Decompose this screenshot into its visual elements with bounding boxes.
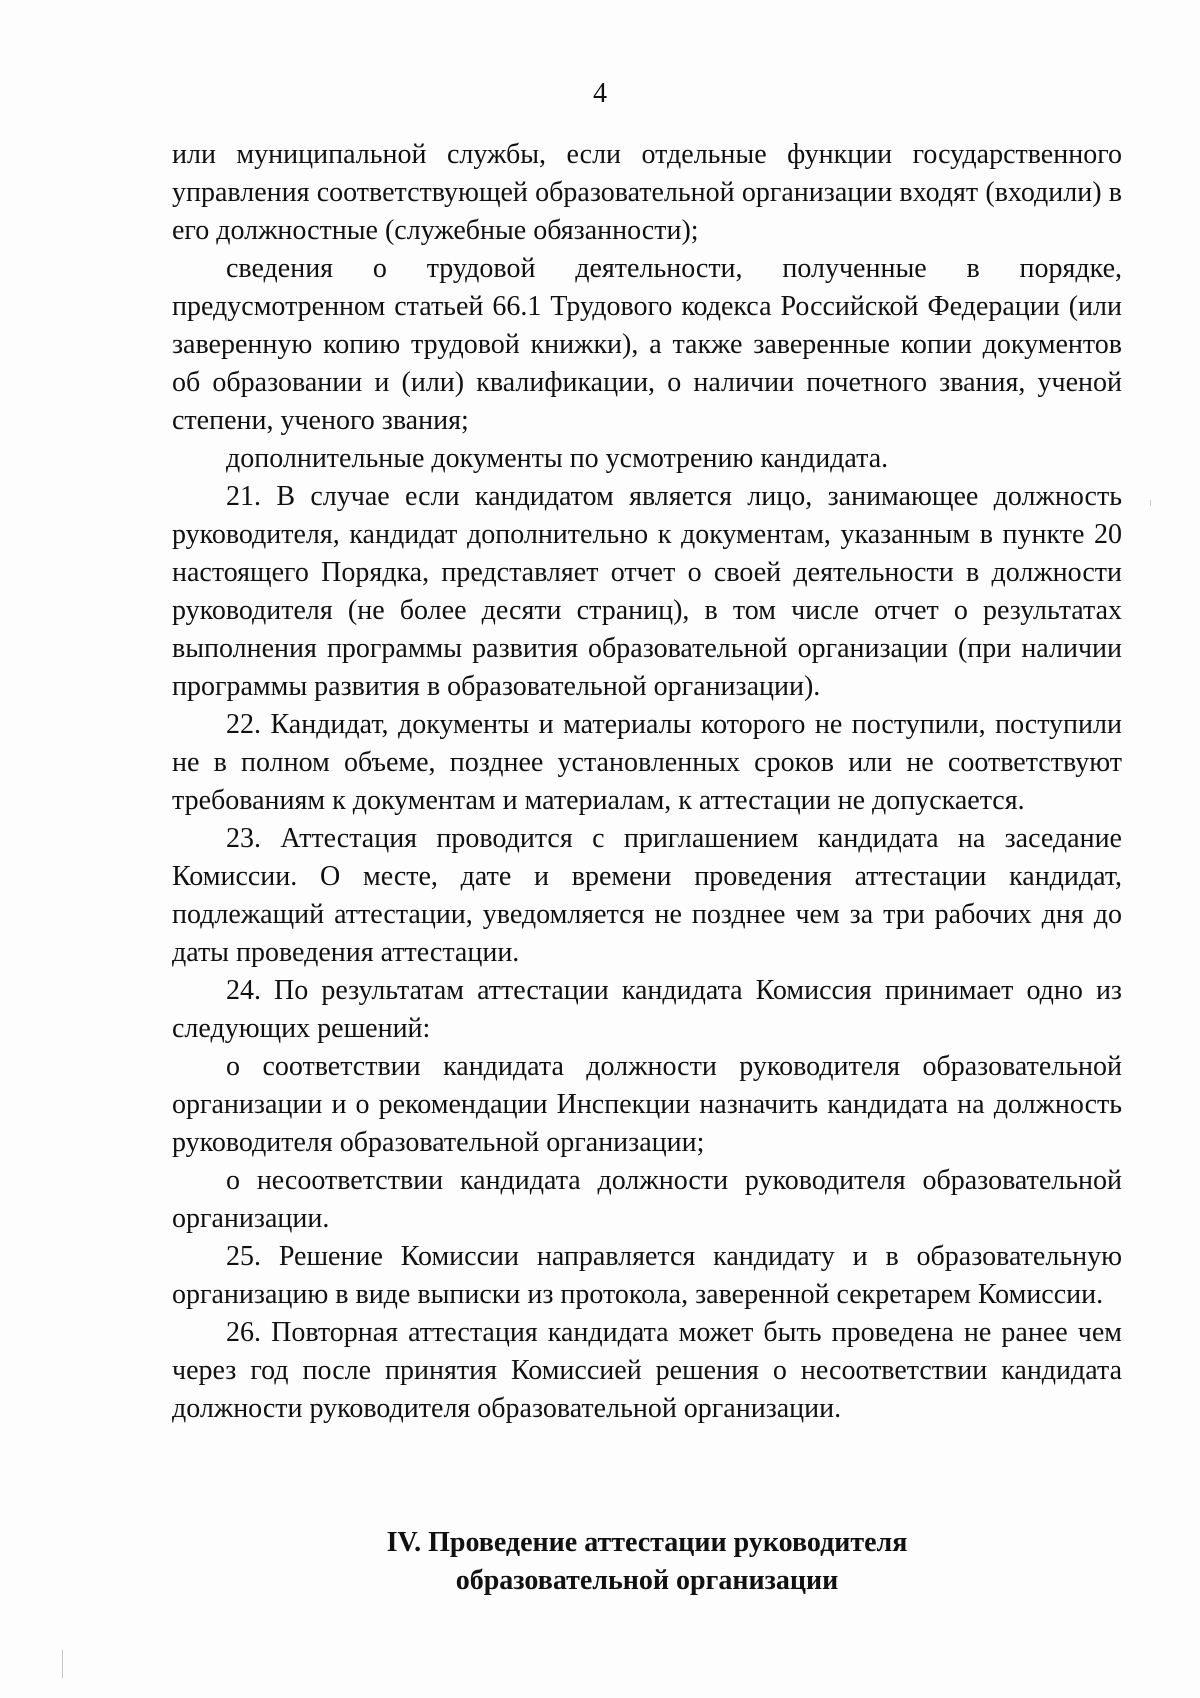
scan-artifact: [1150, 500, 1151, 506]
paragraph-item-22: 22. Кандидат, документы и материалы которого не поступили, поступили не в полном объеме, позднее установленных сроков или не соответствуют требованиям к документам и материалам, к аттестации не допускается.: [172, 709, 1122, 816]
paragraph-employment-info: сведения о трудовой деятельности, полученные в порядке, предусмотренном статьей 66.1 Трудового кодекса Российской Федерации (или заверенную копию трудовой книжки), а также заверенные копии документов об образовании и (или) квалификации, о наличии почетного звания, ученой степени, ученого звания;: [172, 253, 1122, 436]
paragraph-item-25: 25. Решение Комиссии направляется кандидату и в образовательную организацию в виде выписки из протокола, заверенной секретарем Комиссии.: [172, 1241, 1122, 1310]
paragraph-item-21: 21. В случае если кандидатом является лицо, занимающее должность руководителя, кандидат дополнительно к документам, указанным в пункте 20 настоящего Порядка, представляет отчет о своей деятельности в должности руководителя (не более десяти страниц), в том числе отчет о результатах выполнения программы развития образовательной организации (при наличии программы развития в образовательной организации).: [172, 481, 1122, 702]
section-heading-line-1: IV. Проведение аттестации руководителя: [386, 1527, 908, 1558]
body-text: [172, 136, 1122, 1428]
paragraph-decision-noncompliance: о несоответствии кандидата должности руководителя образовательной организации.: [172, 1165, 1122, 1234]
paragraph-continuation: или муниципальной службы, если отдельные функции государственного управления соответствующей образовательной организации входят (входили) в его должностные (служебные обязанности);: [172, 139, 1122, 246]
paragraph-item-26: 26. Повторная аттестация кандидата может быть проведена не ранее чем через год после принятия Комиссией решения о несоответствии кандидата должности руководителя образовательной организации.: [172, 1317, 1122, 1424]
paragraph-additional-docs: дополнительные документы по усмотрению кандидата.: [226, 443, 889, 474]
section-heading: [172, 1524, 1122, 1600]
paragraph-decision-compliance: о соответствии кандидата должности руководителя образовательной организации и о рекомендации Инспекции назначить кандидата на должность руководителя образовательной организации;: [172, 1051, 1122, 1158]
section-heading-line-2: образовательной организации: [455, 1565, 839, 1596]
paragraph-item-24: 24. По результатам аттестации кандидата Комиссия принимает одно из следующих решений:: [172, 975, 1122, 1044]
scan-artifact: [62, 1650, 63, 1678]
paragraph-item-23: 23. Аттестация проводится с приглашением кандидата на заседание Комиссии. О месте, дате и времени проведения аттестации кандидат, подлежащий аттестации, уведомляется не позднее чем за три рабочих дня до даты проведения аттестации.: [172, 823, 1122, 968]
page-number: 4: [593, 78, 607, 109]
